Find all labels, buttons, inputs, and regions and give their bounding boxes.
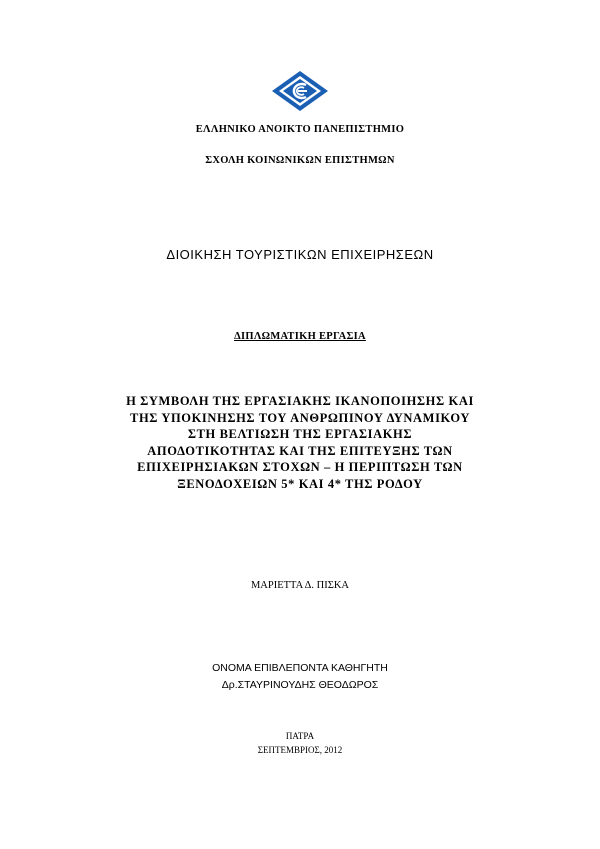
university-name: ΕΛΛΗΝΙΚΟ ΑΝΟΙΚΤΟ ΠΑΝΕΠΙΣΤΗΜΙΟ <box>195 124 405 135</box>
supervisor-name: Δρ.ΣΤΑΥΡΙΝΟΥΔΗΣ ΘΕΟΔΩΡΟΣ <box>221 679 379 691</box>
title-line: ΞΕΝΟΔΟΧΕΙΩΝ 5* ΚΑΙ 4* ΤΗΣ ΡΟΔΟΥ <box>177 476 423 491</box>
date: ΣΕΠΤΕΜΒΡΙΟΣ, 2012 <box>257 745 343 755</box>
title-line: ΣΤΗ ΒΕΛΤΙΩΣΗ ΤΗΣ ΕΡΓΑΣΙΑΚΗΣ <box>187 427 413 441</box>
document-type: ΔΙΠΛΩΜΑΤΙΚΗ ΕΡΓΑΣΙΑ <box>234 331 366 342</box>
title-line: ΤΗΣ ΥΠΟΚΙΝΗΣΗΣ ΤΟΥ ΑΝΘΡΩΠΙΝΟΥ ΔΥΝΑΜΙΚΟΥ <box>130 410 470 425</box>
author-name: ΜΑΡΙΕΤΤΑ Δ. ΠΙΣΚΑ <box>250 580 350 591</box>
title-line: ΕΠΙΧΕΙΡΗΣΙΑΚΩΝ ΣΤΟΧΩΝ – Η ΠΕΡΙΠΤΩΣΗ ΤΩΝ <box>137 460 463 474</box>
program-name: ΔΙΟΙΚΗΣΗ ΤΟΥΡΙΣΤΙΚΩΝ ΕΠΙΧΕΙΡΗΣΕΩΝ <box>166 247 434 262</box>
city: ΠΑΤΡΑ <box>285 731 315 741</box>
supervisor-label: ΟΝΟΜΑ ΕΠΙΒΛΕΠΟΝΤΑ ΚΑΘΗΓΗΤΗ <box>212 662 388 674</box>
university-logo-icon <box>271 70 329 112</box>
title-line: ΑΠΟΔΟΤΙΚΟΤΗΤΑΣ ΚΑΙ ΤΗΣ ΕΠΙΤΕΥΞΗΣ ΤΩΝ <box>147 443 453 458</box>
title-line: Η ΣΥΜΒΟΛΗ ΤΗΣ ΕΡΓΑΣΙΑΚΗΣ ΙΚΑΝΟΠΟΙΗΣΗΣ ΚΑΙ <box>126 394 474 408</box>
school-name: ΣΧΟΛΗ ΚΟΙΝΩΝΙΚΩΝ ΕΠΙΣΤΗΜΩΝ <box>205 155 395 166</box>
thesis-title <box>60 393 540 492</box>
